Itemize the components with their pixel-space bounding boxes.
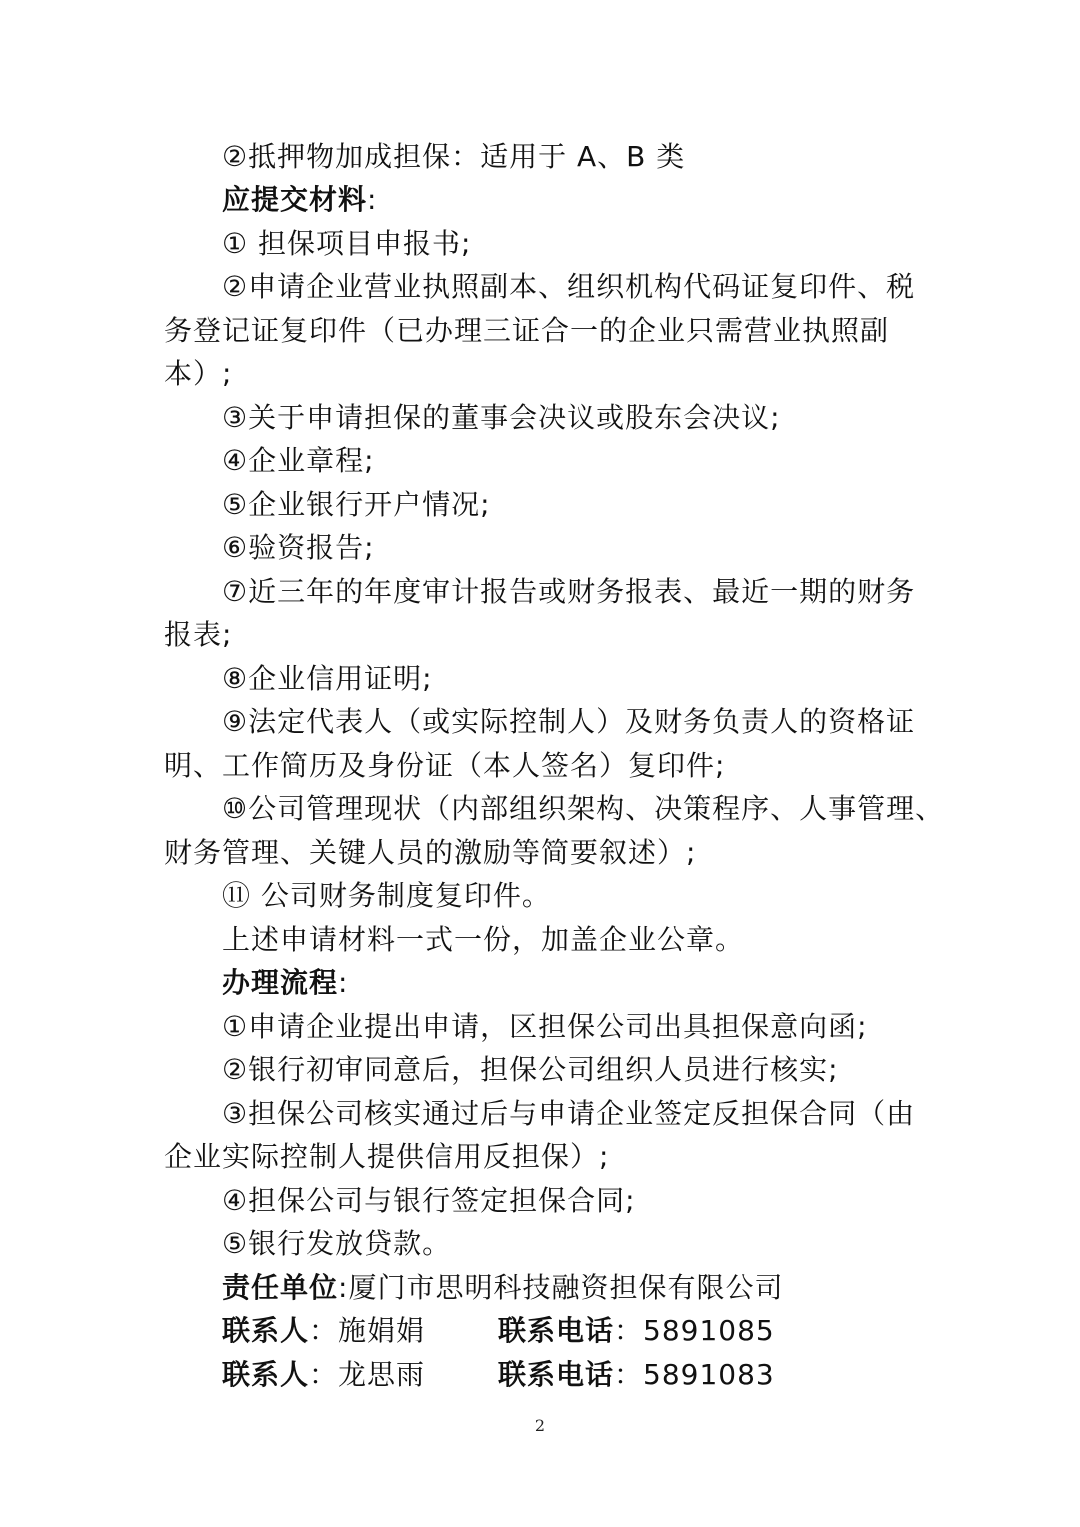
- contact-person-1-value: ：施娟娟: [309, 1314, 426, 1347]
- material-item-9-line-2: 明、工作简历及身份证（本人签名）复印件;: [164, 749, 726, 782]
- material-item-2-line-2: 务登记证复印件（已办理三证合一的企业只需营业执照副: [164, 314, 890, 347]
- material-item-6: ⑥验资报告;: [222, 531, 375, 564]
- material-item-1: ① 担保项目申报书;: [222, 227, 472, 260]
- responsible-unit-label: 责任单位: [222, 1271, 339, 1304]
- contact-phone-1-label: 联系电话: [498, 1314, 615, 1347]
- material-item-5: ⑤企业银行开户情况;: [222, 488, 491, 521]
- material-item-10-line-2: 财务管理、关键人员的激励等简要叙述）;: [164, 836, 697, 869]
- process-step-3-line-2: 企业实际控制人提供信用反担保）;: [164, 1140, 610, 1173]
- material-item-7-line-1: ⑦近三年的年度审计报告或财务报表、最近一期的财务: [222, 575, 916, 608]
- responsible-unit: [222, 1271, 982, 1305]
- process-step-4: ④担保公司与银行签定担保合同;: [222, 1184, 636, 1217]
- contact-person-2: [222, 1358, 425, 1392]
- page-number: 2: [534, 1416, 546, 1435]
- contact-phone-1-value: ：5891085: [614, 1314, 775, 1347]
- process-step-1: ①申请企业提出申请，区担保公司出具担保意向函;: [222, 1010, 868, 1043]
- contact-phone-1: [498, 1314, 775, 1348]
- material-item-4: ④企业章程;: [222, 444, 375, 477]
- contact-phone-2: [498, 1358, 775, 1392]
- responsible-unit-value: :厦门市思明科技融资担保有限公司: [338, 1271, 784, 1304]
- process-heading: [222, 966, 982, 1000]
- contact-person-2-value: ：龙思雨: [309, 1358, 426, 1391]
- material-item-3: ③关于申请担保的董事会决议或股东会决议;: [222, 401, 781, 434]
- material-item-10-line-1: ⑩公司管理现状（内部组织架构、决策程序、人事管理、: [222, 792, 945, 825]
- materials-heading: [222, 183, 982, 217]
- process-step-5: ⑤银行发放贷款。: [222, 1227, 452, 1260]
- material-item-9-line-1: ⑨法定代表人（或实际控制人）及财务负责人的资格证: [222, 705, 916, 738]
- material-item-8: ⑧企业信用证明;: [222, 662, 433, 695]
- contact-person-2-label: 联系人: [222, 1358, 310, 1391]
- process-step-2: ②银行初审同意后，担保公司组织人员进行核实;: [222, 1053, 839, 1086]
- materials-note: 上述申请材料一式一份，加盖企业公章。: [222, 923, 745, 956]
- material-item-2-line-3: 本）;: [164, 357, 233, 390]
- material-item-7-line-2: 报表;: [164, 618, 233, 651]
- contact-person-1-label: 联系人: [222, 1314, 310, 1347]
- collateral-line: ②抵押物加成担保：适用于 A、B 类: [222, 140, 686, 173]
- contact-phone-2-value: ：5891083: [614, 1358, 775, 1391]
- process-heading-label: 办理流程: [222, 966, 339, 999]
- material-item-2-line-1: ②申请企业营业执照副本、组织机构代码证复印件、税: [222, 270, 916, 303]
- process-heading-colon: :: [338, 966, 349, 999]
- contact-phone-2-label: 联系电话: [498, 1358, 615, 1391]
- materials-heading-label: 应提交材料: [222, 183, 368, 216]
- process-step-3-line-1: ③担保公司核实通过后与申请企业签定反担保合同（由: [222, 1097, 916, 1130]
- materials-heading-colon: :: [367, 183, 378, 216]
- material-item-11: ⑪ 公司财务制度复印件。: [222, 879, 551, 912]
- contact-person-1: [222, 1314, 425, 1348]
